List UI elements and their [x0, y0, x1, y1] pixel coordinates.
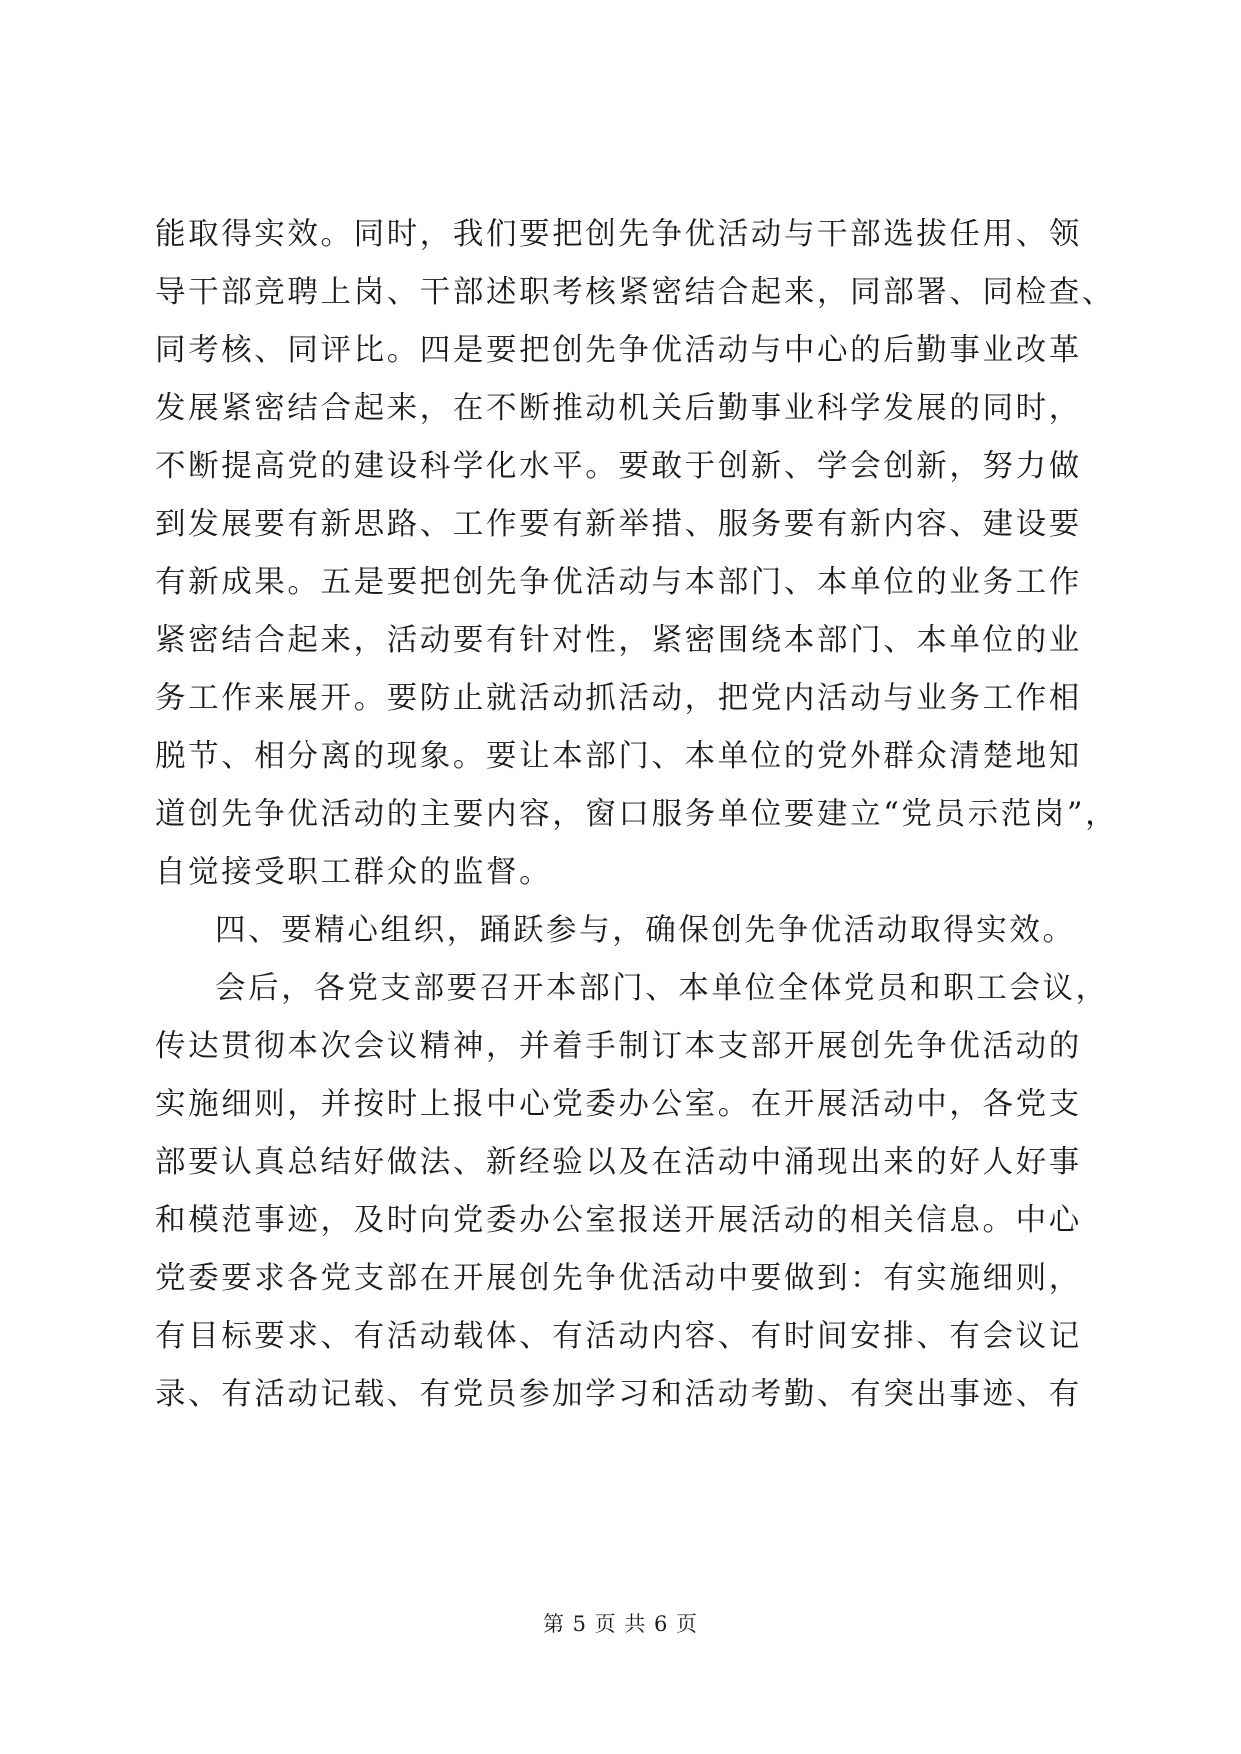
- body-line: 发展紧密结合起来，在不断推动机关后勤事业科学发展的同时，: [155, 391, 1082, 426]
- body-line: 有目标要求、有活动载体、有活动内容、有时间安排、有会议记: [155, 1319, 1082, 1354]
- body-line: 到发展要有新思路、工作要有新举措、服务要有新内容、建设要: [155, 507, 1082, 542]
- body-line: 导干部竞聘上岗、干部述职考核紧密结合起来，同部署、同检查、: [155, 275, 1115, 310]
- body-line: 有新成果。五是要把创先争优活动与本部门、本单位的业务工作: [155, 565, 1082, 600]
- document-body: [155, 206, 1119, 1424]
- body-line: 不断提高党的建设科学化水平。要敢于创新、学会创新，努力做: [155, 449, 1082, 484]
- body-line: 和模范事迹，及时向党委办公室报送开展活动的相关信息。中心: [155, 1203, 1082, 1238]
- body-line: 紧密结合起来，活动要有针对性，紧密围绕本部门、本单位的业: [155, 623, 1082, 658]
- paragraph-first-line: 会后，各党支部要召开本部门、本单位全体党员和职工会议，: [215, 971, 1109, 1006]
- body-line: 道创先争优活动的主要内容，窗口服务单位要建立“党员示范岗”，: [155, 797, 1119, 832]
- body-line: 能取得实效。同时，我们要把创先争优活动与干部选拔任用、领: [155, 217, 1082, 252]
- body-line: 务工作来展开。要防止就活动抓活动，把党内活动与业务工作相: [155, 681, 1082, 716]
- body-line: 同考核、同评比。四是要把创先争优活动与中心的后勤事业改革: [155, 333, 1082, 368]
- body-line: 党委要求各党支部在开展创先争优活动中要做到：有实施细则，: [155, 1261, 1082, 1296]
- body-line: 脱节、相分离的现象。要让本部门、本单位的党外群众清楚地知: [155, 739, 1082, 774]
- section-heading: 四、要精心组织，踊跃参与，确保创先争优活动取得实效。: [215, 913, 1076, 948]
- body-line: 自觉接受职工群众的监督。: [155, 855, 553, 890]
- body-line: 部要认真总结好做法、新经验以及在活动中涌现出来的好人好事: [155, 1145, 1082, 1180]
- body-line: 录、有活动记载、有党员参加学习和活动考勤、有突出事迹、有: [155, 1377, 1082, 1412]
- body-line: 传达贯彻本次会议精神，并着手制订本支部开展创先争优活动的: [155, 1029, 1082, 1064]
- page-footer: 第 5 页 共 6 页: [542, 1612, 699, 1636]
- body-line: 实施细则，并按时上报中心党委办公室。在开展活动中，各党支: [155, 1087, 1082, 1122]
